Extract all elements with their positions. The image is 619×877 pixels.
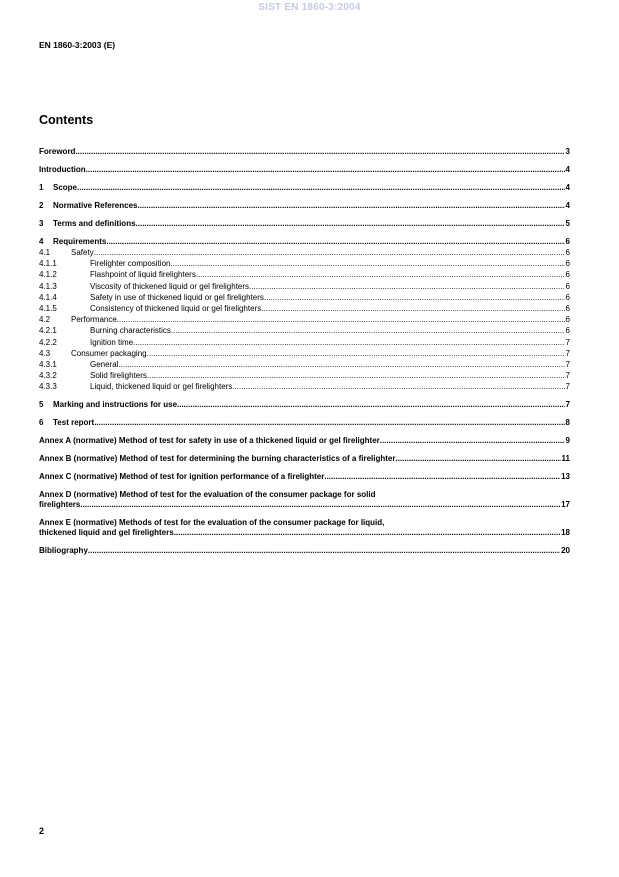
dot-leader xyxy=(177,400,565,409)
dot-leader xyxy=(261,304,564,313)
toc-entry-title: Consumer packaging xyxy=(71,348,147,358)
toc-entry-title: Solid firelighters xyxy=(90,371,147,381)
dot-leader xyxy=(380,436,565,445)
toc-entries xyxy=(39,147,570,481)
toc-entry[interactable] xyxy=(39,349,570,358)
toc-entry-page: 6 xyxy=(565,292,570,302)
toc-entry[interactable] xyxy=(39,165,570,174)
toc-entry-page: 20 xyxy=(561,546,570,556)
dot-leader xyxy=(324,472,560,481)
toc-entry-page: 7 xyxy=(565,382,570,392)
toc-entry-number: 2 xyxy=(39,201,44,210)
toc-entry-page: 3 xyxy=(565,147,570,156)
dot-leader xyxy=(147,349,565,358)
toc-entry-title: Consistency of thickened liquid or gel firelighters xyxy=(90,303,262,313)
dot-leader xyxy=(106,237,564,246)
toc-entry-title: Firelighter composition xyxy=(90,259,171,269)
toc-entry[interactable] xyxy=(39,304,570,313)
toc-entry-number: 4.2.2 xyxy=(39,337,57,347)
toc-entry-page: 18 xyxy=(561,528,570,538)
toc-entry-page: 7 xyxy=(565,371,570,381)
toc-entry-page: 6 xyxy=(565,237,570,246)
toc-entry[interactable] xyxy=(39,371,570,380)
toc-entry-number: 3 xyxy=(39,219,44,228)
table-of-contents xyxy=(39,147,570,555)
toc-entry-title: Burning characteristics xyxy=(90,326,171,336)
toc-entry-number: 4.1.4 xyxy=(39,292,57,302)
toc-entry-title: Flashpoint of liquid firelighters xyxy=(90,270,196,280)
toc-entry-number: 4.2 xyxy=(39,315,51,325)
toc-entry-page: 7 xyxy=(565,337,570,347)
toc-entry-title: Safety xyxy=(71,248,94,257)
toc-entry-page: 6 xyxy=(565,303,570,313)
toc-entry-title: Foreword xyxy=(39,147,76,156)
dot-leader xyxy=(136,219,565,228)
toc-entry-number: 4.3.3 xyxy=(39,382,57,392)
toc-entry[interactable] xyxy=(39,360,570,369)
toc-entry[interactable] xyxy=(39,293,570,302)
toc-entry-title: Annex C (normative) Method of test for ignition performance of a firelighter xyxy=(39,472,325,482)
toc-entry-number: 4.2.1 xyxy=(39,326,57,336)
toc-entry[interactable] xyxy=(39,282,570,291)
dot-leader xyxy=(171,326,565,335)
dot-leader xyxy=(137,201,564,210)
toc-entry[interactable] xyxy=(39,147,570,156)
dot-leader xyxy=(88,546,560,555)
toc-entry[interactable] xyxy=(39,259,570,268)
toc-entry-annex-e[interactable] xyxy=(39,518,570,537)
toc-entry[interactable] xyxy=(39,472,570,481)
dot-leader xyxy=(174,528,560,537)
dot-leader xyxy=(94,248,565,257)
toc-entry-page: 6 xyxy=(565,326,570,336)
toc-entry[interactable] xyxy=(39,436,570,445)
toc-entry-title: Bibliography xyxy=(39,546,88,556)
toc-entry-title: Requirements xyxy=(53,237,107,246)
toc-entry[interactable] xyxy=(39,248,570,257)
toc-entry-page: 13 xyxy=(561,472,570,482)
toc-entry-title: Annex B (normative) Method of test for determining the burning characteristics of a firelighter xyxy=(39,454,396,464)
toc-entry[interactable] xyxy=(39,418,570,427)
toc-entry[interactable] xyxy=(39,183,570,192)
toc-entry-page: 6 xyxy=(565,259,570,269)
toc-entry-number: 4.1.1 xyxy=(39,259,57,269)
toc-entry-number: 4.1 xyxy=(39,248,51,257)
toc-entry-page: 7 xyxy=(565,359,570,369)
toc-entry-number: 4.3 xyxy=(39,348,51,358)
toc-entry[interactable] xyxy=(39,326,570,335)
toc-entry-number: 4.1.3 xyxy=(39,281,57,291)
toc-entry-number: 4.1.5 xyxy=(39,303,57,313)
toc-entry-number: 4.3.2 xyxy=(39,371,57,381)
toc-entry-page: 6 xyxy=(565,281,570,291)
dot-leader xyxy=(86,165,565,174)
dot-leader xyxy=(133,338,564,347)
toc-entry-title: Viscosity of thickened liquid or gel firelighters xyxy=(90,281,250,291)
dot-leader xyxy=(170,259,564,268)
dot-leader xyxy=(118,360,564,369)
dot-leader xyxy=(232,382,564,391)
dot-leader xyxy=(264,293,565,302)
toc-entry[interactable] xyxy=(39,315,570,324)
toc-entry-bibliography[interactable] xyxy=(39,546,570,555)
toc-entry[interactable] xyxy=(39,400,570,409)
toc-entry[interactable] xyxy=(39,237,570,246)
toc-entry-page: 4 xyxy=(565,165,570,174)
toc-entry-number: 1 xyxy=(39,183,44,192)
toc-entry-title: General xyxy=(90,359,119,369)
dot-leader xyxy=(117,315,565,324)
toc-entry-page: 4 xyxy=(565,201,570,210)
toc-entry-page: 4 xyxy=(565,183,570,192)
toc-entry-title-cont: thickened liquid and gel firelighters xyxy=(39,528,174,538)
dot-leader xyxy=(196,270,565,279)
toc-entry[interactable] xyxy=(39,219,570,228)
dot-leader xyxy=(396,454,561,463)
toc-entry-annex-d[interactable] xyxy=(39,490,570,509)
toc-entry-title: Normative References xyxy=(53,201,138,210)
toc-entry-page: 6 xyxy=(565,248,570,257)
toc-entry-number: 4.1.2 xyxy=(39,270,57,280)
toc-entry-page: 7 xyxy=(565,400,570,410)
toc-entry-title: Liquid, thickened liquid or gel firelighters xyxy=(90,382,233,392)
watermark: SIST EN 1860-3:2004 xyxy=(258,2,361,13)
toc-entry[interactable] xyxy=(39,201,570,210)
toc-entry-page: 6 xyxy=(565,315,570,325)
dot-leader xyxy=(147,371,565,380)
toc-entry-title: Scope xyxy=(53,183,78,192)
toc-entry-title-cont: firelighters xyxy=(39,500,81,510)
toc-entry-title: Annex D (normative) Method of test for the evaluation of the consumer package for solid xyxy=(39,490,376,500)
toc-entry-page: 11 xyxy=(561,454,570,464)
dot-leader xyxy=(94,418,564,427)
toc-entry-title: Performance xyxy=(71,315,117,325)
toc-entry-number: 6 xyxy=(39,418,44,428)
toc-entry-title: Terms and definitions xyxy=(53,219,136,228)
toc-entry-page: 5 xyxy=(565,219,570,228)
dot-leader xyxy=(75,147,564,156)
page-number: 2 xyxy=(39,826,45,836)
toc-entry-title: Marking and instructions for use xyxy=(53,400,178,410)
toc-entry-title: Annex A (normative) Method of test for safety in use of a thickened liquid or gel firelighter xyxy=(39,436,380,446)
toc-entry-page: 9 xyxy=(565,436,570,446)
toc-entry[interactable] xyxy=(39,270,570,279)
page-title: Contents xyxy=(39,113,94,127)
toc-entry-title: Introduction xyxy=(39,165,86,174)
toc-entry-page: 8 xyxy=(565,418,570,428)
dot-leader xyxy=(77,183,565,192)
toc-entry-title: Annex E (normative) Methods of test for the evaluation of the consumer package for liquid, xyxy=(39,518,385,528)
toc-entry-page: 7 xyxy=(565,348,570,358)
toc-entry-page: 6 xyxy=(565,270,570,280)
toc-entry[interactable] xyxy=(39,454,570,463)
toc-entry-title: Ignition time xyxy=(90,337,134,347)
toc-entry[interactable] xyxy=(39,338,570,347)
document-id: EN 1860-3:2003 (E) xyxy=(39,40,116,50)
toc-entry-page: 17 xyxy=(561,500,570,510)
toc-entry-title: Test report xyxy=(53,418,95,428)
toc-entry-number: 4.3.1 xyxy=(39,359,57,369)
dot-leader xyxy=(249,282,565,291)
toc-entry[interactable] xyxy=(39,382,570,391)
toc-entry-number: 5 xyxy=(39,400,44,410)
toc-entry-title: Safety in use of thickened liquid or gel firelighters xyxy=(90,292,264,302)
toc-entry-number: 4 xyxy=(39,237,44,246)
dot-leader xyxy=(80,500,560,509)
